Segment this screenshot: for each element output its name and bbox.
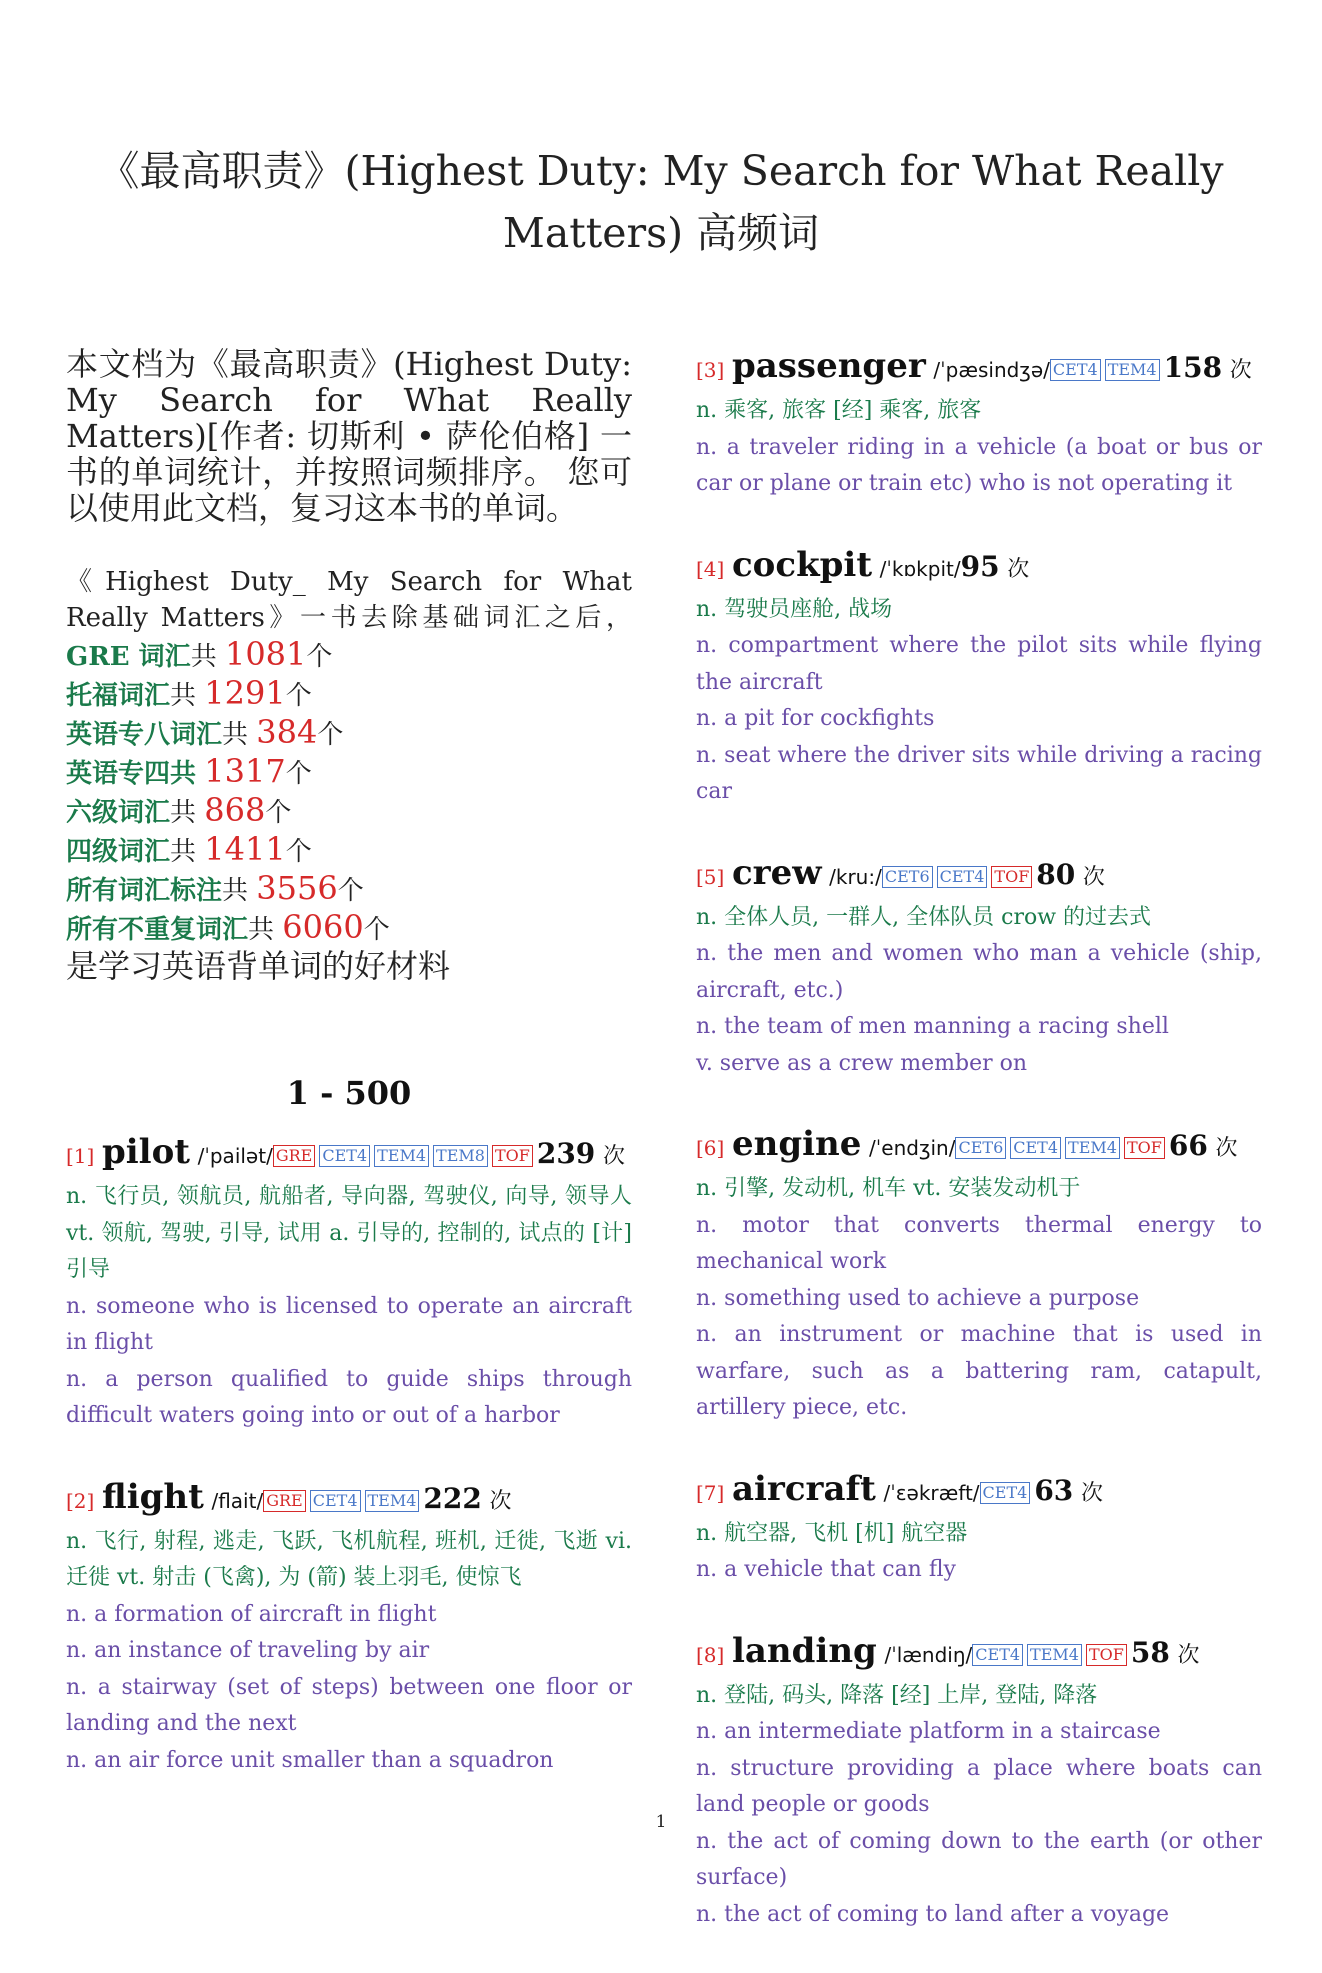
entry-phonetic: /ˈpæsindʒə/ xyxy=(933,358,1050,382)
entry-count: 95 xyxy=(960,549,1000,583)
count-suffix: 次 xyxy=(1007,556,1030,582)
word-entry xyxy=(66,1475,632,1780)
stat-count: 1081 xyxy=(224,635,307,673)
right-column xyxy=(696,344,1262,1973)
intro-paragraph: 本文档为《最高职责》(Highest Duty: My Search for What Really Matters)[作者: 切斯利 • 萨伦伯格] 一书的单词统计，并按照词频排序。 您可以使用此文档，复习这本书的单词。 xyxy=(66,345,632,527)
stat-unit: 个 xyxy=(363,915,390,945)
stat-line xyxy=(66,831,632,870)
stat-unit: 个 xyxy=(306,642,333,672)
exam-tag: TEM4 xyxy=(374,1145,429,1167)
exam-tag: CET6 xyxy=(882,866,933,888)
entry-header xyxy=(696,1467,1262,1516)
stat-connector: 共 xyxy=(222,720,257,750)
definition-en: n. the men and women who man a vehicle (ship, aircraft, etc.) xyxy=(696,941,1262,1003)
page-number: 1 xyxy=(655,1812,667,1832)
exam-tag: GRE xyxy=(263,1490,306,1512)
definition-en: n. the act of coming down to the earth (or other surface) xyxy=(696,1828,1262,1890)
count-suffix: 次 xyxy=(1177,1642,1200,1668)
stat-connector: 共 xyxy=(222,876,257,906)
count-suffix: 次 xyxy=(1080,1480,1103,1506)
stat-line xyxy=(66,870,632,909)
entry-count: 63 xyxy=(1034,1473,1074,1507)
count-suffix: 次 xyxy=(1215,1136,1238,1161)
stat-label: 英语专四共 xyxy=(66,759,197,789)
definition-en: n. a formation of aircraft in flight xyxy=(66,1601,437,1627)
entry-phonetic: /ˈpailət/ xyxy=(197,1144,273,1168)
word-entry xyxy=(696,344,1262,503)
stat-unit: 个 xyxy=(265,798,292,828)
entry-word: passenger xyxy=(731,346,926,386)
definition-en: n. an instrument or machine that is used in warfare, such as a battering ram, catapult, artillery piece, etc. xyxy=(696,1322,1262,1420)
exam-tag: TOF xyxy=(1086,1644,1127,1666)
left-column xyxy=(66,346,632,1819)
stat-count: 1317 xyxy=(204,752,286,790)
entry-rank: [7] xyxy=(696,1480,725,1505)
entry-word: cockpit xyxy=(731,544,873,585)
definition-cn: n. 引擎, 发动机, 机车 vt. 安装发动机于 xyxy=(696,1176,1081,1201)
word-entry xyxy=(66,1130,632,1435)
definition-en: n. the act of coming to land after a voyage xyxy=(696,1901,1170,1927)
entry-count: 239 xyxy=(536,1137,596,1170)
entry-header xyxy=(66,1475,632,1524)
definition-cn: n. 全体人员, 一群人, 全体队员 crow 的过去式 xyxy=(696,904,1152,930)
exam-tag: TEM4 xyxy=(1105,359,1160,381)
entries-left xyxy=(66,1130,632,1779)
stat-label: 英语专八词汇 xyxy=(66,720,223,750)
stat-connector: 共 xyxy=(170,837,205,867)
entry-header xyxy=(696,851,1262,900)
definition-en: n. a stairway (set of steps) between one floor or landing and the next xyxy=(66,1674,632,1736)
stat-line xyxy=(66,636,632,675)
definition-cn: n. 乘客, 旅客 [经] 乘客, 旅客 xyxy=(696,398,982,423)
definition-en: n. a vehicle that can fly xyxy=(696,1557,956,1582)
word-entry xyxy=(696,1122,1262,1427)
entry-rank: [1] xyxy=(66,1144,95,1168)
entry-phonetic: /flait/ xyxy=(211,1488,264,1513)
entry-count: 222 xyxy=(423,1481,482,1515)
definition-cn: n. 飞行员, 领航员, 航船者, 导向器, 驾驶仪, 向导, 领导人 vt. 领航, 驾驶, 引导, 试用 a. 引导的, 控制的, 试点的 [计] 引导 xyxy=(66,1184,632,1282)
word-entry xyxy=(696,1467,1262,1589)
definition-en: n. motor that converts thermal energy to mechanical work xyxy=(696,1212,1262,1274)
exam-tag: CET4 xyxy=(1010,1137,1061,1159)
definition-en: n. the team of men manning a racing shell xyxy=(696,1014,1169,1039)
stat-connector: 共 xyxy=(170,798,205,828)
entry-header xyxy=(696,543,1262,592)
entry-rank: [4] xyxy=(696,556,725,581)
exam-tag: CET4 xyxy=(310,1490,361,1512)
stat-count: 3556 xyxy=(256,869,338,907)
exam-tag: CET4 xyxy=(937,866,988,888)
definition-en: n. a person qualified to guide ships through difficult waters going into or out of a harbor xyxy=(66,1366,632,1428)
entry-rank: [6] xyxy=(696,1136,725,1160)
exam-tag: CET4 xyxy=(1050,359,1101,381)
definition-en: n. an instance of traveling by air xyxy=(66,1638,430,1663)
definition-en: n. seat where the driver sits while driving a racing car xyxy=(696,742,1262,804)
count-suffix: 次 xyxy=(1229,358,1252,383)
entry-count: 66 xyxy=(1168,1129,1208,1162)
stats-block xyxy=(66,564,632,984)
entries-right xyxy=(696,344,1262,1933)
definition-en: n. someone who is licensed to operate an aircraft in flight xyxy=(66,1293,632,1355)
stat-count: 868 xyxy=(204,791,266,829)
entry-word: flight xyxy=(101,1476,204,1517)
definition-en: v. serve as a crew member on xyxy=(696,1050,1028,1076)
exam-tag: TOF xyxy=(1124,1137,1165,1159)
entry-phonetic: /ˈlændiŋ/ xyxy=(884,1642,973,1667)
exam-tag: TOF xyxy=(991,866,1032,888)
count-suffix: 次 xyxy=(489,1488,512,1514)
entry-phonetic: /ˈendʒin/ xyxy=(869,1136,956,1160)
exam-tag: CET6 xyxy=(955,1137,1006,1159)
stat-label: 六级词汇 xyxy=(66,798,171,828)
entry-header xyxy=(696,344,1262,393)
stats-intro: 《Highest Duty_ My Search for What Really Matters》一书去除基础词汇之后， xyxy=(66,567,632,633)
entry-rank: [5] xyxy=(696,864,725,889)
document-title: 《最高职责》(Highest Duty: My Search for What Really Matters) 高频词 xyxy=(98,147,1224,257)
definition-cn: n. 登陆, 码头, 降落 [经] 上岸, 登陆, 降落 xyxy=(696,1682,1098,1708)
word-entry xyxy=(696,851,1262,1083)
count-suffix: 次 xyxy=(1082,864,1105,890)
stat-label: 四级词汇 xyxy=(66,837,171,867)
entry-count: 80 xyxy=(1036,857,1076,891)
word-entry xyxy=(696,543,1262,811)
entry-phonetic: /ˈɛəkræft/ xyxy=(883,1480,980,1505)
entry-word: engine xyxy=(731,1124,862,1164)
entry-header xyxy=(696,1629,1262,1678)
entry-word: landing xyxy=(731,1630,877,1671)
stat-line xyxy=(66,753,632,792)
stat-unit: 个 xyxy=(285,759,312,789)
exam-tag: GRE xyxy=(273,1145,316,1167)
entry-count: 158 xyxy=(1163,351,1223,384)
exam-tag: CET4 xyxy=(319,1145,370,1167)
closing-line: 是学习英语背单词的好材料 xyxy=(66,947,451,985)
entry-rank: [3] xyxy=(696,358,725,382)
definition-cn: n. 飞行, 射程, 逃走, 飞跃, 飞机航程, 班机, 迁徙, 飞逝 vi. 迁徙 vt. 射击 (飞禽), 为 (箭) 装上羽毛, 使惊飞 xyxy=(66,1528,632,1590)
stat-count: 1291 xyxy=(204,674,286,712)
stat-connector: 共 xyxy=(170,681,205,711)
stat-line xyxy=(66,792,632,831)
definition-en: n. structure providing a place where boats can land people or goods xyxy=(696,1755,1262,1817)
exam-tag: CET4 xyxy=(980,1482,1031,1504)
stats-list xyxy=(66,636,632,948)
count-suffix: 次 xyxy=(602,1144,625,1169)
stat-label: 托福词汇 xyxy=(66,681,171,711)
definition-en: n. compartment where the pilot sits while flying the aircraft xyxy=(696,633,1262,695)
entry-rank: [2] xyxy=(66,1488,95,1513)
word-entry xyxy=(696,1629,1262,1934)
entry-phonetic: /kru:/ xyxy=(829,864,882,889)
entry-rank: [8] xyxy=(696,1642,725,1667)
stat-connector: 共 xyxy=(248,915,283,945)
entry-word: pilot xyxy=(101,1132,190,1172)
exam-tag: TEM4 xyxy=(1065,1137,1120,1159)
entry-word: aircraft xyxy=(731,1468,876,1509)
stat-label: 所有不重复词汇 xyxy=(66,915,249,945)
definition-en: n. an intermediate platform in a staircase xyxy=(696,1719,1161,1744)
stat-line xyxy=(66,909,632,948)
stat-count: 384 xyxy=(256,713,318,751)
definition-cn: n. 航空器, 飞机 [机] 航空器 xyxy=(696,1520,968,1546)
definition-en: n. a pit for cockfights xyxy=(696,706,935,731)
stat-label: 所有词汇标注 xyxy=(66,876,223,906)
range-heading: 1 - 500 xyxy=(286,1074,412,1112)
stat-label: GRE 词汇 xyxy=(66,642,191,672)
stat-connector: 共 xyxy=(190,642,225,672)
exam-tag: TEM4 xyxy=(365,1490,420,1512)
definition-en: n. an air force unit smaller than a squadron xyxy=(66,1747,554,1773)
exam-tag: TEM4 xyxy=(1027,1644,1082,1666)
stat-line xyxy=(66,675,632,714)
stat-unit: 个 xyxy=(317,720,344,750)
entry-count: 58 xyxy=(1130,1635,1170,1669)
exam-tag: TOF xyxy=(492,1145,533,1167)
definition-en: n. something used to achieve a purpose xyxy=(696,1285,1140,1311)
entry-header xyxy=(66,1130,632,1179)
stat-unit: 个 xyxy=(285,681,312,711)
stat-count: 1411 xyxy=(204,830,286,868)
definition-cn: n. 驾驶员座舱, 战场 xyxy=(696,596,893,622)
entry-phonetic: /ˈkɒkpit/ xyxy=(879,556,961,581)
exam-tag: CET4 xyxy=(972,1644,1023,1666)
stat-line xyxy=(66,714,632,753)
entry-word: crew xyxy=(731,852,822,893)
exam-tag: TEM8 xyxy=(433,1145,488,1167)
stat-count: 6060 xyxy=(282,908,364,946)
stat-unit: 个 xyxy=(337,876,364,906)
definition-en: n. a traveler riding in a vehicle (a boat or bus or car or plane or train etc) who is not operating it xyxy=(696,434,1262,496)
entry-header xyxy=(696,1122,1262,1171)
stat-unit: 个 xyxy=(285,837,312,867)
